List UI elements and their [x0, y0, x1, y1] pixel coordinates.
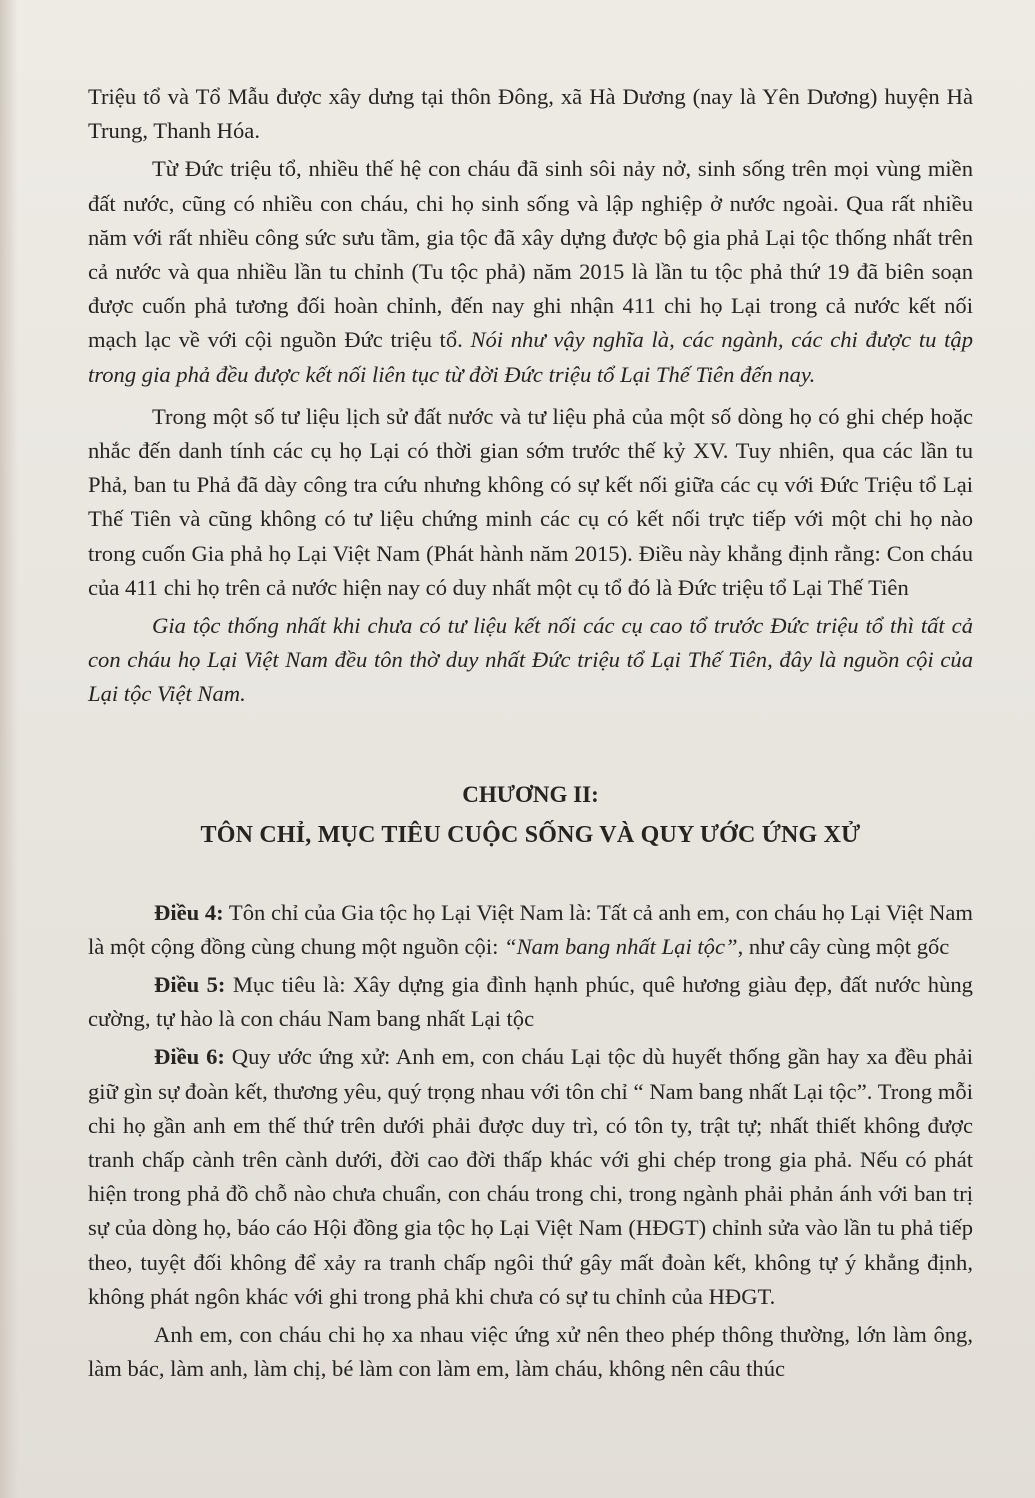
chapter-title: CHƯƠNG II: [462, 781, 599, 807]
article-5-text: Mục tiêu là: Xây dựng gia đình hạnh phúc, quê hương giàu đẹp, đất nước hùng cường, tự hào là con cháu Nam bang nhất Lại tộc [88, 972, 973, 1032]
article-4-label: Điều 4: [154, 899, 224, 925]
article-4-quote: “Nam bang nhất Lại tộc” [504, 933, 738, 959]
paragraph-descendants-text: Từ Đức triệu tổ, nhiều thế hệ con cháu đã sinh sôi nảy nở, sinh sống trên mọi vùng miền đất nước, cũng có nhiều con cháu, chi họ sinh sống và lập nghiệp ở nước ngoài. Qua rất nhiều năm với rất nhiều công sức sưu tầm, gia tộc đã xây dựng được bộ gia phả Lại tộc thống nhất trên cả nước và qua nhiều lần tu chỉnh (Tu tộc phả) năm 2015 là lần tu tộc phả thứ 19 đã biên soạn được cuốn phả tương đối hoàn chỉnh, đến nay ghi nhận 411 chi họ Lại trong cả nước kết nối mạch lạc về với cội nguồn Đức triệu tổ. [88, 156, 973, 353]
article-4-text-end: , như cây cùng một gốc [737, 933, 950, 959]
paragraph-distant-relatives: Anh em, con cháu chi họ xa nhau việc ứng xử nên theo phép thông thường, lớn làm ông, làm bác, làm anh, làm chị, bé làm con làm em, làm cháu, không nên câu thúc [88, 1322, 973, 1382]
paragraph-descendants [88, 152, 973, 391]
paragraph-unified-clan: Gia tộc thống nhất khi chưa có tư liệu kết nối các cụ cao tổ trước Đức triệu tổ thì tất cả con cháu họ Lại Việt Nam đều tôn thờ duy nhất Đức triệu tổ Lại Thế Tiên, đây là nguồn cội của Lại tộc Việt Nam. [88, 613, 973, 707]
chapter-subtitle: TÔN CHỈ, MỤC TIÊU CUỘC SỐNG VÀ QUY ƯỚC ỨNG XỬ [200, 821, 861, 848]
article-6-label: Điều 6: [154, 1044, 225, 1070]
article-6 [88, 1040, 973, 1314]
article-4 [88, 896, 973, 964]
article-5 [88, 968, 973, 1036]
paragraph-ancestor-temple: Triệu tổ và Tổ Mẫu được xây dưng tại thôn Đông, xã Hà Dương (nay là Yên Dương) huyện Hà Trung, Thanh Hóa. [88, 84, 973, 144]
article-4-text: Tôn chỉ của Gia tộc họ Lại Việt Nam là: Tất cả anh em, con cháu họ Lại Việt Nam là một cộng đồng cùng chung một nguồn cội: [88, 899, 973, 959]
page-edge-shadow [0, 0, 18, 1498]
article-5-label: Điều 5: [154, 972, 226, 998]
article-6-text: Quy ước ứng xử: Anh em, con cháu Lại tộc dù huyết thống gần hay xa đều phải giữ gìn sự đoàn kết, thương yêu, quý trọng nhau với tôn chỉ “ Nam bang nhất Lại tộc”. Trong mỗi chi họ gần anh em thế thứ trên dưới phải được duy trì, có tôn ty, trật tự; nhất thiết không được tranh chấp cành trên cành dưới, đời cao đời thấp khác với ghi chép trong gia phả. Nếu có phát hiện trong phả đồ chỗ nào chưa chuẩn, con cháu trong chi, trong ngành phải phản ánh với ban trị sự của dòng họ, báo cáo Hội đồng gia tộc họ Lại Việt Nam (HĐGT) chỉnh sửa vào lần tu phả tiếp theo, tuyệt đối không để xảy ra tranh chấp ngôi thứ gây mất đoàn kết, không tự ý khẳng định, không phát ngôn khác với ghi trong phả khi chưa có sự tu chỉnh của HĐGT. [88, 1044, 973, 1309]
paragraph-descendants-italic: Nói như vậy nghĩa là, các ngành, các chi được tu tập trong gia phả đều được kết nối liên tục từ đời Đức triệu tổ Lại Thế Tiên đến nay. [88, 327, 973, 387]
paragraph-historical-records: Trong một số tư liệu lịch sử đất nước và tư liệu phả của một số dòng họ có ghi chép hoặc nhắc đến danh tính các cụ họ Lại có thời gian sớm trước thế kỷ XV. Tuy nhiên, qua các lần tu Phả, ban tu Phả đã dày công tra cứu nhưng không có sự kết nối giữa các cụ với Đức Triệu tổ Lại Thế Tiên và cũng không có tư liệu chứng minh các cụ có kết nối trực tiếp với một chi họ nào trong cuốn Gia phả họ Lại Việt Nam (Phát hành năm 2015). Điều này khẳng định rằng: Con cháu của 411 chi họ trên cả nước hiện nay có duy nhất một cụ tổ đó là Đức triệu tổ Lại Thế Tiên [88, 403, 973, 600]
